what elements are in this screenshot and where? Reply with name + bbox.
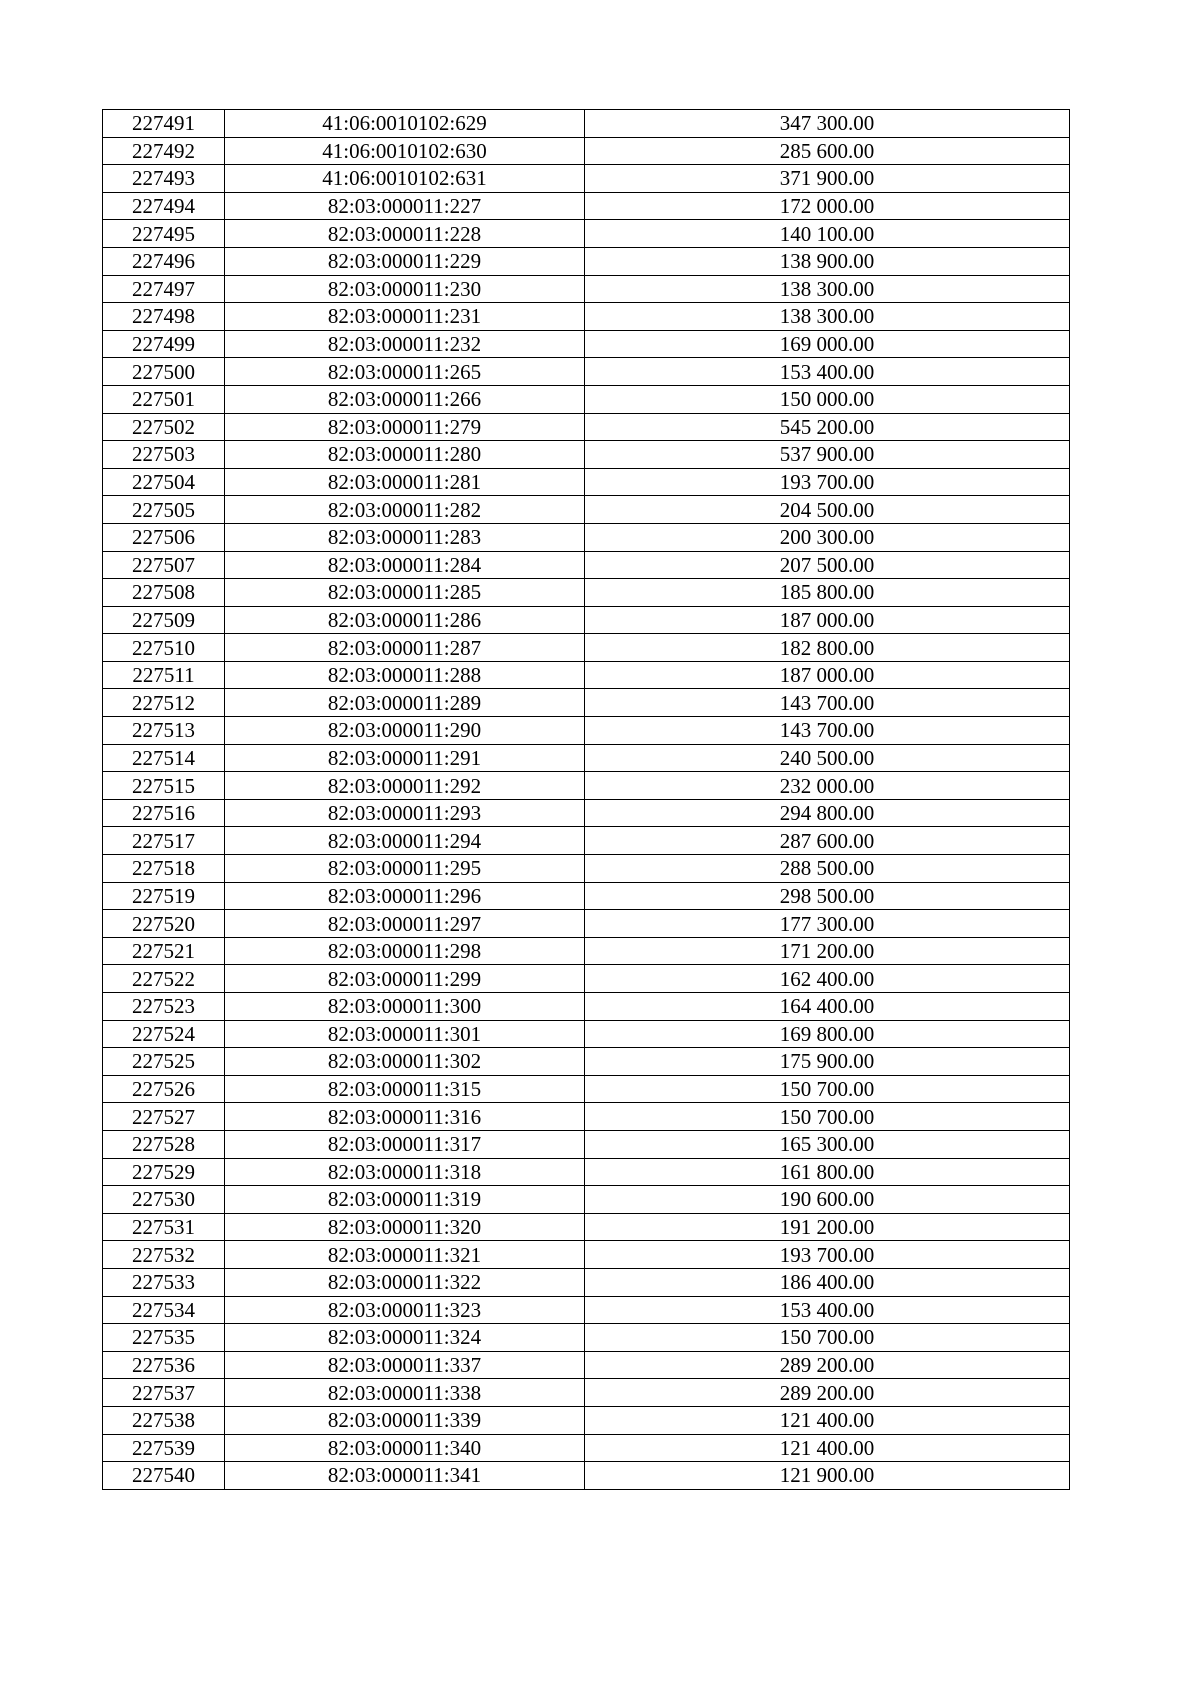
- table-row: [103, 606, 1070, 634]
- cadastral-number-cell: 82:03:000011:339: [225, 1406, 585, 1434]
- cadastral-number-cell: 82:03:000011:321: [225, 1241, 585, 1269]
- cadastral-number-cell: 82:03:000011:265: [225, 358, 585, 386]
- cadastral-number-cell: 41:06:0010102:630: [225, 137, 585, 165]
- table-row: [103, 827, 1070, 855]
- cadastral-value-cell: 294 800.00: [585, 799, 1070, 827]
- cadastral-value-cell: 191 200.00: [585, 1213, 1070, 1241]
- cadastral-number-cell: 82:03:000011:338: [225, 1379, 585, 1407]
- table-row: [103, 413, 1070, 441]
- cadastral-value-table: [102, 109, 1070, 1490]
- cadastral-value-cell: 162 400.00: [585, 965, 1070, 993]
- table-row: [103, 882, 1070, 910]
- cadastral-number-cell: 82:03:000011:281: [225, 468, 585, 496]
- row-number-cell: 227505: [103, 496, 225, 524]
- cadastral-value-cell: 121 400.00: [585, 1406, 1070, 1434]
- row-number-cell: 227500: [103, 358, 225, 386]
- table-row: [103, 468, 1070, 496]
- cadastral-number-cell: 82:03:000011:280: [225, 441, 585, 469]
- row-number-cell: 227517: [103, 827, 225, 855]
- table-row: [103, 247, 1070, 275]
- cadastral-value-cell: 150 000.00: [585, 385, 1070, 413]
- cadastral-value-cell: 287 600.00: [585, 827, 1070, 855]
- table-row: [103, 965, 1070, 993]
- table-row: [103, 1103, 1070, 1131]
- table-row: [103, 551, 1070, 579]
- table-row: [103, 855, 1070, 883]
- cadastral-value-cell: 161 800.00: [585, 1158, 1070, 1186]
- cadastral-value-cell: 240 500.00: [585, 744, 1070, 772]
- row-number-cell: 227516: [103, 799, 225, 827]
- table-row: [103, 275, 1070, 303]
- cadastral-value-cell: 232 000.00: [585, 772, 1070, 800]
- cadastral-value-cell: 153 400.00: [585, 1296, 1070, 1324]
- cadastral-value-cell: 186 400.00: [585, 1268, 1070, 1296]
- cadastral-value-cell: 545 200.00: [585, 413, 1070, 441]
- cadastral-number-cell: 82:03:000011:232: [225, 330, 585, 358]
- cadastral-value-cell: 285 600.00: [585, 137, 1070, 165]
- cadastral-value-cell: 138 300.00: [585, 303, 1070, 331]
- row-number-cell: 227498: [103, 303, 225, 331]
- cadastral-value-cell: 182 800.00: [585, 634, 1070, 662]
- row-number-cell: 227512: [103, 689, 225, 717]
- table-row: [103, 717, 1070, 745]
- cadastral-number-cell: 82:03:000011:289: [225, 689, 585, 717]
- table-row: [103, 1462, 1070, 1490]
- row-number-cell: 227521: [103, 937, 225, 965]
- row-number-cell: 227531: [103, 1213, 225, 1241]
- cadastral-value-cell: 169 000.00: [585, 330, 1070, 358]
- row-number-cell: 227534: [103, 1296, 225, 1324]
- cadastral-value-cell: 200 300.00: [585, 523, 1070, 551]
- cadastral-value-cell: 153 400.00: [585, 358, 1070, 386]
- cadastral-number-cell: 82:03:000011:286: [225, 606, 585, 634]
- table-row: [103, 1324, 1070, 1352]
- cadastral-number-cell: 82:03:000011:229: [225, 247, 585, 275]
- table-row: [103, 358, 1070, 386]
- cadastral-value-cell: 371 900.00: [585, 165, 1070, 193]
- cadastral-number-cell: 82:03:000011:295: [225, 855, 585, 883]
- row-number-cell: 227511: [103, 661, 225, 689]
- cadastral-number-cell: 82:03:000011:290: [225, 717, 585, 745]
- cadastral-number-cell: 82:03:000011:324: [225, 1324, 585, 1352]
- cadastral-value-cell: 143 700.00: [585, 717, 1070, 745]
- table-row: [103, 1268, 1070, 1296]
- table-row: [103, 1020, 1070, 1048]
- cadastral-number-cell: 82:03:000011:231: [225, 303, 585, 331]
- cadastral-number-cell: 82:03:000011:227: [225, 192, 585, 220]
- table-row: [103, 1213, 1070, 1241]
- row-number-cell: 227494: [103, 192, 225, 220]
- row-number-cell: 227504: [103, 468, 225, 496]
- row-number-cell: 227535: [103, 1324, 225, 1352]
- cadastral-value-cell: 207 500.00: [585, 551, 1070, 579]
- cadastral-number-cell: 41:06:0010102:629: [225, 110, 585, 138]
- cadastral-value-cell: 190 600.00: [585, 1186, 1070, 1214]
- row-number-cell: 227496: [103, 247, 225, 275]
- cadastral-number-cell: 82:03:000011:323: [225, 1296, 585, 1324]
- row-number-cell: 227514: [103, 744, 225, 772]
- cadastral-number-cell: 82:03:000011:285: [225, 579, 585, 607]
- cadastral-number-cell: 82:03:000011:287: [225, 634, 585, 662]
- row-number-cell: 227497: [103, 275, 225, 303]
- cadastral-value-cell: 177 300.00: [585, 910, 1070, 938]
- cadastral-number-cell: 82:03:000011:341: [225, 1462, 585, 1490]
- cadastral-number-cell: 82:03:000011:284: [225, 551, 585, 579]
- row-number-cell: 227533: [103, 1268, 225, 1296]
- table-row: [103, 910, 1070, 938]
- table-row: [103, 1130, 1070, 1158]
- table-row: [103, 772, 1070, 800]
- cadastral-number-cell: 82:03:000011:316: [225, 1103, 585, 1131]
- cadastral-value-cell: 289 200.00: [585, 1379, 1070, 1407]
- table-row: [103, 634, 1070, 662]
- cadastral-number-cell: 82:03:000011:293: [225, 799, 585, 827]
- cadastral-value-cell: 193 700.00: [585, 468, 1070, 496]
- row-number-cell: 227536: [103, 1351, 225, 1379]
- table-row: [103, 1351, 1070, 1379]
- row-number-cell: 227503: [103, 441, 225, 469]
- cadastral-value-cell: 150 700.00: [585, 1324, 1070, 1352]
- cadastral-number-cell: 82:03:000011:282: [225, 496, 585, 524]
- table-row: [103, 799, 1070, 827]
- row-number-cell: 227540: [103, 1462, 225, 1490]
- cadastral-value-cell: 138 300.00: [585, 275, 1070, 303]
- row-number-cell: 227537: [103, 1379, 225, 1407]
- row-number-cell: 227509: [103, 606, 225, 634]
- cadastral-number-cell: 82:03:000011:320: [225, 1213, 585, 1241]
- cadastral-number-cell: 82:03:000011:322: [225, 1268, 585, 1296]
- row-number-cell: 227520: [103, 910, 225, 938]
- cadastral-value-cell: 143 700.00: [585, 689, 1070, 717]
- table-row: [103, 579, 1070, 607]
- cadastral-value-cell: 347 300.00: [585, 110, 1070, 138]
- cadastral-number-cell: 82:03:000011:319: [225, 1186, 585, 1214]
- row-number-cell: 227538: [103, 1406, 225, 1434]
- cadastral-number-cell: 82:03:000011:228: [225, 220, 585, 248]
- table-row: [103, 1048, 1070, 1076]
- cadastral-value-cell: 121 400.00: [585, 1434, 1070, 1462]
- row-number-cell: 227530: [103, 1186, 225, 1214]
- table-row: [103, 937, 1070, 965]
- table-row: [103, 1434, 1070, 1462]
- table-row: [103, 110, 1070, 138]
- row-number-cell: 227518: [103, 855, 225, 883]
- cadastral-value-cell: 150 700.00: [585, 1103, 1070, 1131]
- row-number-cell: 227525: [103, 1048, 225, 1076]
- cadastral-value-cell: 138 900.00: [585, 247, 1070, 275]
- row-number-cell: 227522: [103, 965, 225, 993]
- row-number-cell: 227539: [103, 1434, 225, 1462]
- table-row: [103, 1241, 1070, 1269]
- cadastral-value-cell: 288 500.00: [585, 855, 1070, 883]
- row-number-cell: 227513: [103, 717, 225, 745]
- cadastral-value-cell: 140 100.00: [585, 220, 1070, 248]
- row-number-cell: 227510: [103, 634, 225, 662]
- row-number-cell: 227526: [103, 1075, 225, 1103]
- cadastral-number-cell: 82:03:000011:292: [225, 772, 585, 800]
- cadastral-number-cell: 82:03:000011:291: [225, 744, 585, 772]
- cadastral-number-cell: 82:03:000011:317: [225, 1130, 585, 1158]
- cadastral-number-cell: 82:03:000011:294: [225, 827, 585, 855]
- cadastral-number-cell: 82:03:000011:298: [225, 937, 585, 965]
- table-row: [103, 496, 1070, 524]
- table-row: [103, 993, 1070, 1021]
- table-row: [103, 523, 1070, 551]
- cadastral-number-cell: 82:03:000011:318: [225, 1158, 585, 1186]
- cadastral-number-cell: 82:03:000011:301: [225, 1020, 585, 1048]
- row-number-cell: 227527: [103, 1103, 225, 1131]
- row-number-cell: 227524: [103, 1020, 225, 1048]
- row-number-cell: 227506: [103, 523, 225, 551]
- table-row: [103, 1379, 1070, 1407]
- row-number-cell: 227492: [103, 137, 225, 165]
- cadastral-number-cell: 82:03:000011:266: [225, 385, 585, 413]
- cadastral-value-cell: 164 400.00: [585, 993, 1070, 1021]
- table-row: [103, 192, 1070, 220]
- table-row: [103, 220, 1070, 248]
- cadastral-value-cell: 298 500.00: [585, 882, 1070, 910]
- cadastral-number-cell: 82:03:000011:230: [225, 275, 585, 303]
- cadastral-value-cell: 185 800.00: [585, 579, 1070, 607]
- table-row: [103, 137, 1070, 165]
- cadastral-value-cell: 193 700.00: [585, 1241, 1070, 1269]
- cadastral-number-cell: 82:03:000011:315: [225, 1075, 585, 1103]
- table-row: [103, 689, 1070, 717]
- table-row: [103, 330, 1070, 358]
- cadastral-value-cell: 289 200.00: [585, 1351, 1070, 1379]
- row-number-cell: 227499: [103, 330, 225, 358]
- table-row: [103, 1186, 1070, 1214]
- row-number-cell: 227508: [103, 579, 225, 607]
- row-number-cell: 227502: [103, 413, 225, 441]
- row-number-cell: 227528: [103, 1130, 225, 1158]
- table-row: [103, 441, 1070, 469]
- table-row: [103, 385, 1070, 413]
- cadastral-value-cell: 165 300.00: [585, 1130, 1070, 1158]
- table-row: [103, 165, 1070, 193]
- table-row: [103, 661, 1070, 689]
- cadastral-number-cell: 82:03:000011:288: [225, 661, 585, 689]
- cadastral-value-cell: 169 800.00: [585, 1020, 1070, 1048]
- cadastral-value-cell: 172 000.00: [585, 192, 1070, 220]
- table-row: [103, 1296, 1070, 1324]
- row-number-cell: 227519: [103, 882, 225, 910]
- table-row: [103, 1158, 1070, 1186]
- table-row: [103, 303, 1070, 331]
- row-number-cell: 227529: [103, 1158, 225, 1186]
- cadastral-value-cell: 187 000.00: [585, 661, 1070, 689]
- cadastral-number-cell: 41:06:0010102:631: [225, 165, 585, 193]
- cadastral-value-cell: 171 200.00: [585, 937, 1070, 965]
- row-number-cell: 227493: [103, 165, 225, 193]
- cadastral-value-cell: 121 900.00: [585, 1462, 1070, 1490]
- row-number-cell: 227491: [103, 110, 225, 138]
- cadastral-number-cell: 82:03:000011:299: [225, 965, 585, 993]
- row-number-cell: 227495: [103, 220, 225, 248]
- cadastral-value-cell: 537 900.00: [585, 441, 1070, 469]
- cadastral-value-cell: 150 700.00: [585, 1075, 1070, 1103]
- cadastral-number-cell: 82:03:000011:283: [225, 523, 585, 551]
- cadastral-value-cell: 204 500.00: [585, 496, 1070, 524]
- cadastral-number-cell: 82:03:000011:302: [225, 1048, 585, 1076]
- cadastral-value-cell: 175 900.00: [585, 1048, 1070, 1076]
- row-number-cell: 227515: [103, 772, 225, 800]
- cadastral-number-cell: 82:03:000011:297: [225, 910, 585, 938]
- row-number-cell: 227532: [103, 1241, 225, 1269]
- cadastral-value-cell: 187 000.00: [585, 606, 1070, 634]
- table-row: [103, 744, 1070, 772]
- row-number-cell: 227523: [103, 993, 225, 1021]
- row-number-cell: 227507: [103, 551, 225, 579]
- cadastral-number-cell: 82:03:000011:300: [225, 993, 585, 1021]
- table-row: [103, 1075, 1070, 1103]
- cadastral-number-cell: 82:03:000011:340: [225, 1434, 585, 1462]
- cadastral-number-cell: 82:03:000011:337: [225, 1351, 585, 1379]
- cadastral-number-cell: 82:03:000011:296: [225, 882, 585, 910]
- row-number-cell: 227501: [103, 385, 225, 413]
- table-row: [103, 1406, 1070, 1434]
- table-body: [103, 110, 1070, 1490]
- cadastral-number-cell: 82:03:000011:279: [225, 413, 585, 441]
